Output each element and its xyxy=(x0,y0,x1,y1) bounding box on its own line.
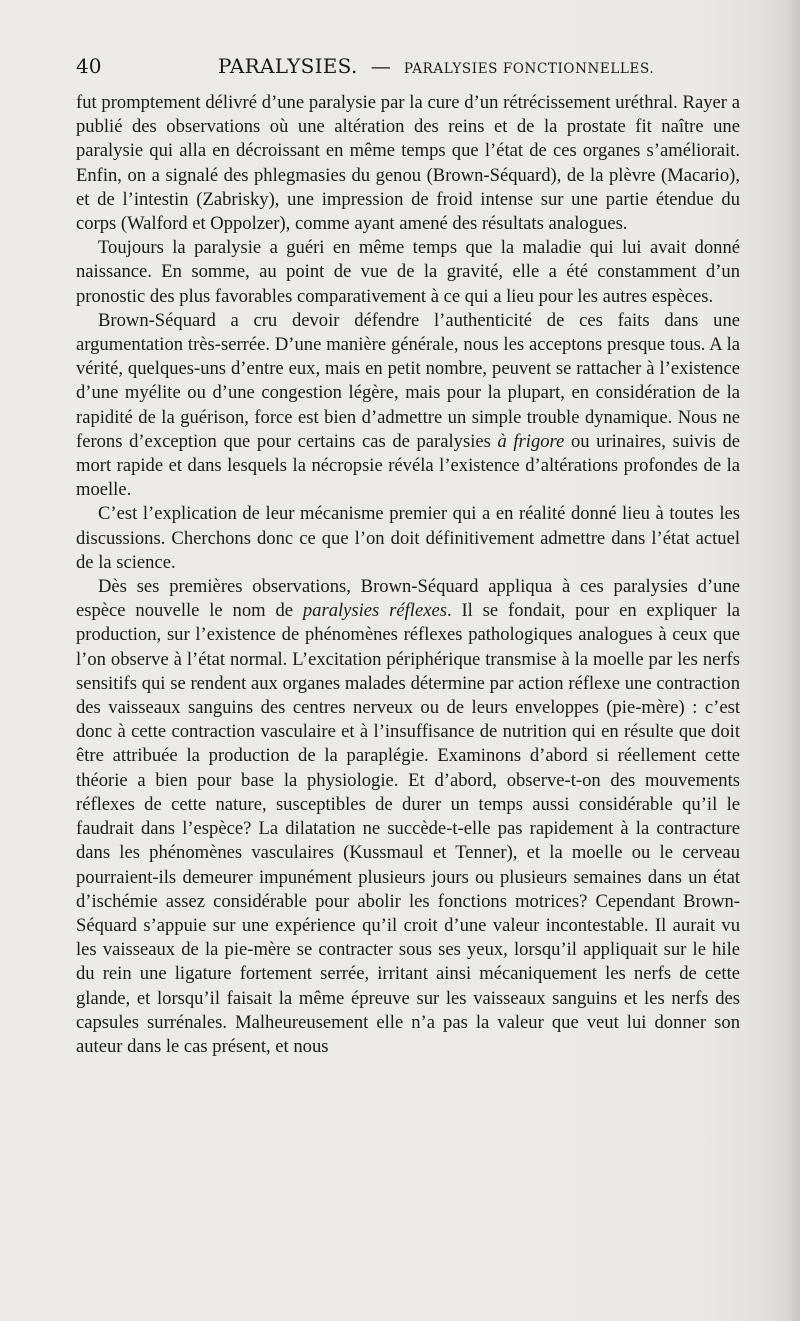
paragraph-3 xyxy=(76,309,740,503)
paragraph-2: Toujours la paralysie a guéri en même temps que la maladie qui lui avait donné naissance. En somme, au point de vue de la gravité, elle a été constamment d’un pronostic des plus favorables comparativement à ce qui a lieu pour les autres espèces. xyxy=(76,237,740,307)
italic-paralysies-reflexes: paralysies réflexes xyxy=(302,600,447,622)
paragraph-3-text-before: Brown-Séquard a cru devoir défendre l’authenticité de ces faits dans une argumentation très-serrée. D’une manière générale, nous les acceptons presque tous. A la vérité, quelques-uns d’entre eux, mais en petit nombre, peuvent se rattacher à l’existence d’une myélite ou d’une congestion légère, mais pour la plupart, en considération de la rapidité de la guérison, force est bien d’admettre un simple trouble dynamique. Nous ne ferons d’exception que pour certains cas de paralysies xyxy=(76,309,740,452)
paragraph-1: fut promptement délivré d’une paralysie par la cure d’un rétrécissement uréthral. Rayer a publié des observations où une altération des reins et de la prostate fit naître une paralysie qui alla en décroissant en même temps que l’état de ces organes s’améliorait. Enfin, on a signalé des phlegmasies du genou (Brown-Séquard), de la plèvre (Macario), et de l’intestin (Zabrisky), une impression de froid intense sur une partie étendue du corps (Walford et Oppolzer), comme ayant amené des résultats analogues. xyxy=(76,92,740,235)
paragraph-4: C’est l’explication de leur mécanisme premier qui a en réalité donné lieu à toutes les discussions. Cherchons donc ce que l’on doit définitivement admettre dans l’état actuel de la science. xyxy=(76,503,740,573)
italic-a-frigore: à frigore xyxy=(497,430,565,452)
page-number: 40 xyxy=(76,54,102,78)
running-head-subtitle: PARALYSIES FONCTIONNELLES. xyxy=(403,61,655,77)
paragraph-5-text-after: . Il se fondait, pour en expliquer la production, sur l’existence de phénomènes réflexes pathologiques analogues à ceux que l’on observe à l’état normal. L’excitation périphérique transmise à la moelle par les nerfs sensitifs qui se rendent aux organes malades détermine par action réflexe une contraction des vaisseaux sanguins des centres nerveux ou de leurs enveloppes (pie-mère) : c’est donc à cette contraction vasculaire et à l’insuffisance de nutrition qui en résulte que doit être attribuée la production de la paraplégie. Examinons d’abord si réellement cette théorie a bien pour base la physiologie. Et d’abord, observe-t-on des mouvements réflexes de cette nature, susceptibles de durer un temps aussi considérable qu’il le faudrait dans l’espèce? La dilatation ne succède-t-elle pas rapidement à la contracture dans les phénomènes vasculaires (Kussmaul et Tenner), et la moelle ou le cerveau pourraient-ils demeurer impunément plusieurs jours ou plusieurs semaines dans un état d’ischémie assez considérable pour abolir les fonctions motrices? Cependant Brown-Séquard s’appuie sur une expérience qu’il croit d’une valeur incontestable. Il aurait vu les vaisseaux de la pie-mère se contracter sous ses yeux, lorsqu’il appliquait sur le hile du rein une ligature fortement serrée, irritant ainsi mécaniquement les nerfs de cette glande, et lorsqu’il faisait la même épreuve sur les vaisseaux sanguins et les nerfs des capsules surrénales. Malheureusement elle n’a pas la valeur que veut lui donner son auteur dans le cas présent, et nous xyxy=(76,600,740,1057)
paragraph-3-text-after: ou urinaires, suivis de mort rapide et dans lesquels la nécropsie révéla l’existence d’altérations profondes de la moelle. xyxy=(76,430,741,501)
body-text xyxy=(76,91,740,1059)
running-head-title: PARALYSIES. xyxy=(218,54,358,78)
page-edge-shadow xyxy=(786,0,800,1321)
running-head-separator: — xyxy=(370,54,391,78)
paragraph-5-text-before: Dès ses premières observations, Brown-Séquard appliqua à ces paralysies d’une espèce nouvelle le nom de xyxy=(76,576,740,622)
running-header xyxy=(76,54,740,84)
paragraph-5 xyxy=(76,575,740,1059)
running-head xyxy=(218,54,654,78)
